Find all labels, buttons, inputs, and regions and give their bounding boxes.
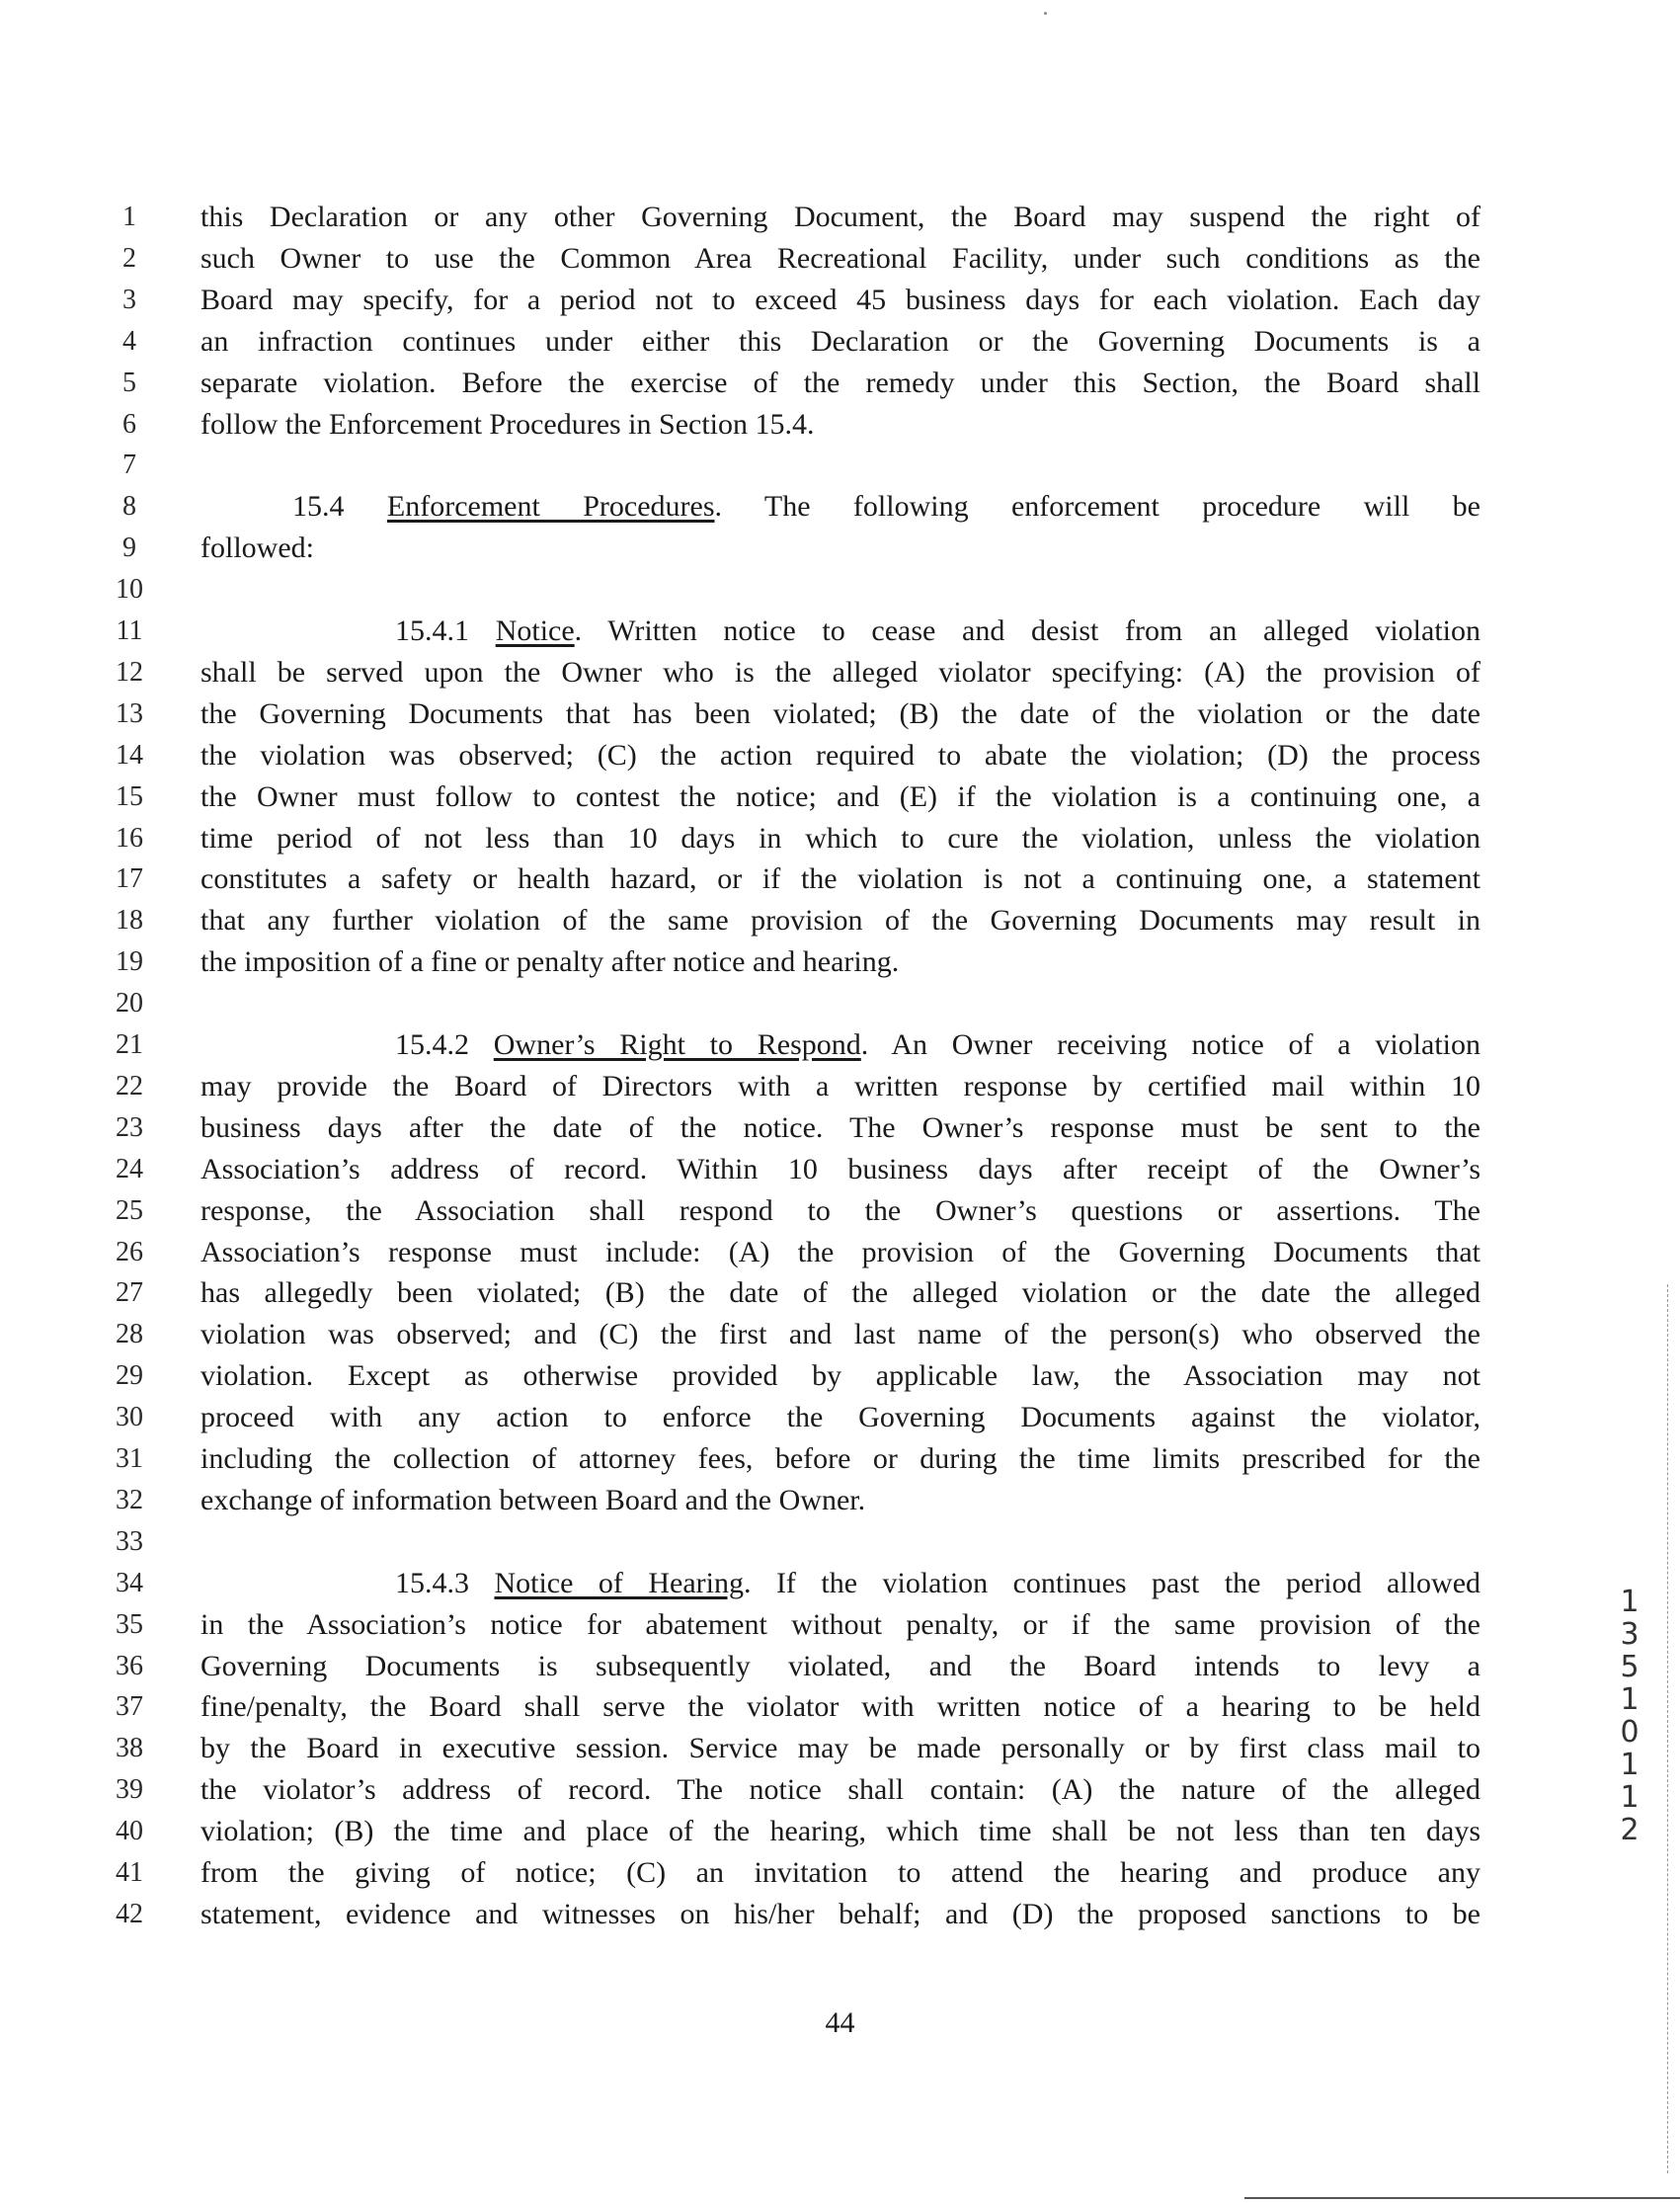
text-segment: violation. Except as otherwise provided by applicable law, the Association may not xyxy=(200,1359,1480,1393)
document-line xyxy=(0,362,1680,405)
line-text xyxy=(200,1437,1480,1481)
line-text xyxy=(200,279,1480,322)
text-segment: . An Owner receiving notice of a violation xyxy=(860,1028,1480,1061)
line-number: 6 xyxy=(122,408,136,440)
text-segment: . Written notice to cease and desist from an alleged violation xyxy=(574,614,1480,647)
line-text xyxy=(200,1354,1480,1398)
section-heading: Notice xyxy=(495,614,575,647)
text-segment: the Governing Documents that has been violated; (B) the date of the violation or the date xyxy=(200,696,1480,730)
document-line xyxy=(0,237,1680,281)
line-number: 25 xyxy=(116,1194,143,1226)
line-text xyxy=(200,1106,1480,1150)
line-text xyxy=(200,1148,1480,1191)
line-number: 1 xyxy=(122,202,136,232)
text-segment: Association’s address of record. Within 10 business days after receipt of the Owner’s xyxy=(200,1152,1480,1185)
document-line xyxy=(0,1479,1680,1522)
document-line xyxy=(0,196,1680,239)
line-text xyxy=(200,1851,1480,1895)
text-segment: separate violation. Before the exercise of the remedy under this Section, the Board shall xyxy=(200,366,1480,399)
line-text xyxy=(200,1479,1480,1522)
line-text xyxy=(200,1065,1480,1108)
text-segment: Board may specify, for a period not to exceed 45 business days for each violation. Each day xyxy=(200,283,1480,316)
line-number: 28 xyxy=(116,1319,143,1350)
stamp-digit: 5 xyxy=(1620,1650,1640,1684)
line-number: 42 xyxy=(116,1898,143,1929)
text-segment: in the Association’s notice for abatement without penalty, or if the same provision of the xyxy=(200,1607,1480,1641)
scan-bottom-rule xyxy=(1244,2197,1680,2199)
document-line xyxy=(0,1562,1680,1605)
line-number: 34 xyxy=(116,1567,143,1598)
document-line xyxy=(0,1520,1680,1564)
line-text xyxy=(200,362,1480,405)
line-number: 12 xyxy=(116,656,143,688)
line-text xyxy=(200,237,1480,281)
stamp-digit: 2 xyxy=(1620,1813,1640,1847)
text-segment: violation; (B) the time and place of the hearing, which time shall be not less than ten days xyxy=(200,1815,1480,1848)
text-segment: response, the Association shall respond to the Owner’s questions or assertions. The xyxy=(200,1193,1480,1227)
line-text xyxy=(292,485,1480,529)
line-text xyxy=(395,610,1480,653)
text-segment: by the Board in executive session. Service may be made personally or by first class mail to xyxy=(200,1732,1480,1765)
line-number: 15 xyxy=(116,780,143,812)
text-segment: constitutes a safety or health hazard, or if the violation is not a continuing one, a statement xyxy=(200,862,1480,896)
line-number: 38 xyxy=(116,1733,143,1764)
stamp-digit: 1 xyxy=(1620,1748,1640,1782)
document-line xyxy=(0,279,1680,322)
line-number: 41 xyxy=(116,1857,143,1888)
stamp-digit: 1 xyxy=(1620,1780,1640,1815)
document-line xyxy=(0,1354,1680,1398)
line-number: 23 xyxy=(116,1111,143,1143)
document-line xyxy=(0,1645,1680,1688)
document-line xyxy=(0,982,1680,1025)
stamp-digit: 3 xyxy=(1620,1617,1640,1652)
line-number: 2 xyxy=(122,242,136,274)
page-number: 44 xyxy=(825,2006,855,2039)
line-text xyxy=(395,1023,1480,1067)
document-line xyxy=(0,1313,1680,1356)
text-segment: shall be served upon the Owner who is the alleged violator specifying: (A) the provision of xyxy=(200,655,1480,689)
text-segment: . If the violation continues past the period allowed xyxy=(743,1566,1480,1599)
line-text xyxy=(200,1271,1480,1315)
line-number: 30 xyxy=(116,1402,143,1433)
text-segment: statement, evidence and witnesses on his/her behalf; and (D) the proposed sanctions to be xyxy=(200,1897,1480,1930)
line-number: 27 xyxy=(116,1277,143,1309)
line-number: 40 xyxy=(116,1816,143,1847)
recording-stamp xyxy=(1610,1586,1649,1846)
document-line xyxy=(0,1727,1680,1770)
text-segment: proceed with any action to enforce the Governing Documents against the violator, xyxy=(200,1401,1480,1434)
section-heading: Owner’s Right to Respond xyxy=(493,1028,861,1061)
text-segment: may provide the Board of Directors with a written response by certified mail within 10 xyxy=(200,1069,1480,1102)
document-line xyxy=(0,320,1680,364)
document-line xyxy=(0,1231,1680,1274)
line-text xyxy=(200,196,1480,239)
line-number: 14 xyxy=(116,739,143,771)
line-number: 9 xyxy=(122,532,136,564)
document-line xyxy=(0,1396,1680,1439)
line-number: 36 xyxy=(116,1650,143,1681)
document-line xyxy=(0,857,1680,901)
line-text xyxy=(200,1231,1480,1274)
document-line xyxy=(0,775,1680,819)
line-text xyxy=(200,1603,1480,1647)
text-segment: follow the Enforcement Procedures in Section 15.4. xyxy=(200,407,815,441)
text-segment: the Owner must follow to contest the notice; and (E) if the violation is a continuing one, a xyxy=(200,779,1480,813)
line-text xyxy=(200,527,1480,570)
line-text xyxy=(200,1810,1480,1853)
document-line xyxy=(0,1810,1680,1853)
text-segment: 15.4.1 xyxy=(395,614,496,647)
section-heading: Notice of Hearing xyxy=(494,1566,744,1599)
line-number: 26 xyxy=(116,1236,143,1267)
document-line xyxy=(0,1189,1680,1233)
line-number: 5 xyxy=(122,367,136,398)
line-text xyxy=(200,734,1480,777)
text-segment: business days after the date of the notice. The Owner’s response must be sent to the xyxy=(200,1110,1480,1144)
document-line xyxy=(0,734,1680,777)
text-segment: the violator’s address of record. The notice shall contain: (A) the nature of the alleged xyxy=(200,1773,1480,1807)
document-line xyxy=(0,485,1680,529)
line-number: 16 xyxy=(116,822,143,854)
document-line xyxy=(0,1682,1680,1729)
document-line xyxy=(0,1851,1680,1895)
line-text xyxy=(200,1313,1480,1356)
text-segment: that any further violation of the same provision of the Governing Documents may result in xyxy=(200,904,1480,938)
line-number: 39 xyxy=(116,1774,143,1806)
line-number: 13 xyxy=(116,697,143,729)
text-segment: 15.4.2 xyxy=(395,1028,494,1061)
document-line xyxy=(0,940,1680,984)
line-text xyxy=(200,693,1480,736)
document-line xyxy=(0,610,1680,653)
scan-edge-line xyxy=(1667,1284,1669,2173)
stamp-digit: 0 xyxy=(1620,1715,1640,1750)
line-number: 37 xyxy=(116,1691,143,1723)
line-number: 21 xyxy=(116,1029,143,1060)
line-number: 22 xyxy=(116,1070,143,1102)
document-line xyxy=(0,817,1680,860)
text-segment: followed: xyxy=(200,531,314,565)
text-segment: an infraction continues under either this Declaration or the Governing Documents is a xyxy=(200,324,1480,358)
line-number: 33 xyxy=(116,1525,143,1557)
document-line xyxy=(0,1603,1680,1647)
text-segment: including the collection of attorney fees, before or during the time limits prescribed for the xyxy=(200,1442,1480,1475)
line-text xyxy=(200,899,1480,942)
line-number: 31 xyxy=(116,1443,143,1474)
text-segment: Association’s response must include: (A) the provision of the Governing Documents that xyxy=(200,1235,1480,1268)
scan-mark xyxy=(1044,12,1047,15)
document-line xyxy=(0,527,1680,570)
document-line xyxy=(0,444,1680,487)
line-text xyxy=(200,817,1480,860)
line-text xyxy=(200,1768,1480,1812)
text-segment: this Declaration or any other Governing Document, the Board may suspend the right of xyxy=(200,201,1480,233)
stamp-digit: 1 xyxy=(1620,1682,1640,1717)
line-text xyxy=(200,940,1480,984)
line-text xyxy=(200,320,1480,364)
line-number: 29 xyxy=(116,1360,143,1392)
section-heading: Enforcement Procedures xyxy=(386,490,715,524)
line-text xyxy=(200,1685,1480,1729)
line-number: 18 xyxy=(116,905,143,937)
line-text xyxy=(200,857,1480,901)
text-segment: 15.4 xyxy=(292,490,387,524)
line-number: 32 xyxy=(116,1484,143,1515)
line-number: 35 xyxy=(116,1608,143,1640)
text-segment: from the giving of notice; (C) an invitation to attend the hearing and produce any xyxy=(200,1856,1480,1889)
line-text xyxy=(200,1645,1480,1688)
text-segment: the violation was observed; (C) the action required to abate the violation; (D) the process xyxy=(200,738,1480,772)
line-text xyxy=(200,651,1480,694)
text-segment: Governing Documents is subsequently violated, and the Board intends to levy a xyxy=(200,1649,1480,1682)
document-line xyxy=(0,693,1680,736)
document-line xyxy=(0,899,1680,942)
document-line xyxy=(0,1023,1680,1067)
document-line xyxy=(0,651,1680,694)
document-line xyxy=(0,1106,1680,1150)
line-text xyxy=(395,1562,1480,1605)
text-segment: has allegedly been violated; (B) the date of the alleged violation or the date the alleged xyxy=(200,1276,1480,1310)
document-line xyxy=(0,403,1680,447)
line-number: 19 xyxy=(116,946,143,978)
text-segment: exchange of information between Board and the Owner. xyxy=(200,1483,866,1516)
line-number: 10 xyxy=(116,574,143,606)
line-text xyxy=(200,1893,1480,1936)
line-text xyxy=(200,1189,1480,1233)
line-number: 17 xyxy=(116,863,143,895)
line-number: 24 xyxy=(116,1153,143,1184)
text-segment: 15.4.3 xyxy=(395,1566,495,1599)
text-segment: fine/penalty, the Board shall serve the violator with written notice of a hearing to be held xyxy=(200,1690,1480,1724)
text-segment: violation was observed; and (C) the first and last name of the person(s) who observed the xyxy=(200,1318,1480,1351)
text-segment: . The following enforcement procedure will be xyxy=(714,490,1480,524)
line-number: 20 xyxy=(116,988,143,1020)
text-segment: such Owner to use the Common Area Recreational Facility, under such conditions as the xyxy=(200,241,1480,275)
stamp-digit: 1 xyxy=(1620,1585,1640,1619)
text-segment: time period of not less than 10 days in which to cure the violation, unless the violation xyxy=(200,821,1480,855)
document-line xyxy=(0,1893,1680,1936)
line-number: 3 xyxy=(122,284,136,315)
line-text xyxy=(200,1396,1480,1439)
document-line xyxy=(0,568,1680,612)
document-line xyxy=(0,1065,1680,1108)
document-line xyxy=(0,1437,1680,1481)
line-text xyxy=(200,403,1480,447)
line-number: 8 xyxy=(122,491,136,523)
line-number: 7 xyxy=(122,449,136,481)
document-line xyxy=(0,1271,1680,1315)
text-segment: the imposition of a fine or penalty after notice and hearing. xyxy=(200,945,900,979)
line-number: 4 xyxy=(122,325,136,357)
document-line xyxy=(0,1148,1680,1191)
line-number: 11 xyxy=(116,615,143,646)
line-text xyxy=(200,775,1480,819)
document-line xyxy=(0,1768,1680,1815)
line-text xyxy=(200,1727,1480,1770)
